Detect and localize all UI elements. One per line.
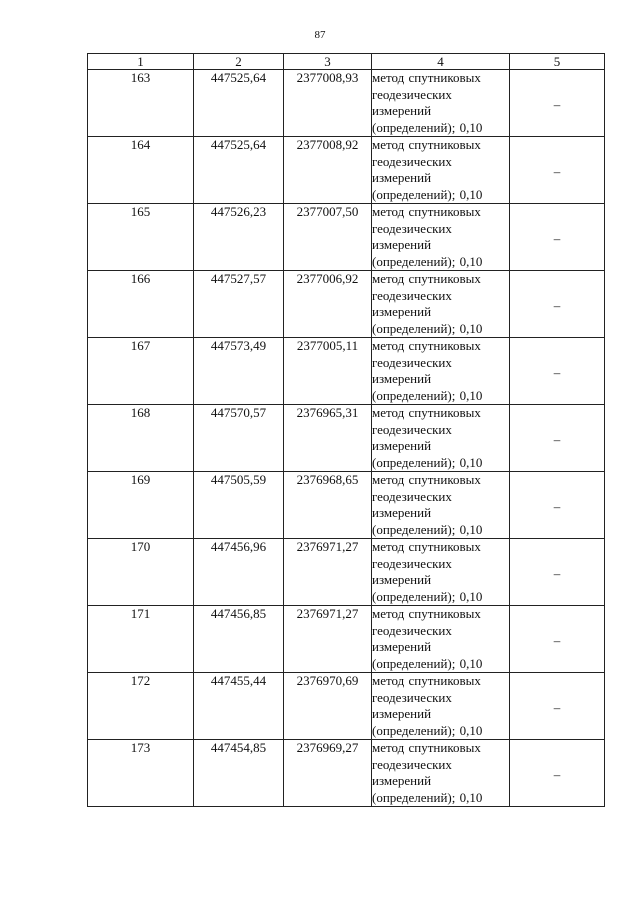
- header-col-5: 5: [510, 54, 605, 70]
- header-col-4: 4: [372, 54, 510, 70]
- note-dash: –: [553, 565, 561, 581]
- table-row: [88, 673, 605, 740]
- y-coordinate-cell: 2376968,65: [284, 472, 372, 539]
- y-coordinate-cell: 2377006,92: [284, 271, 372, 338]
- note-dash: –: [553, 297, 561, 313]
- note-cell: [510, 673, 605, 740]
- table-row: [88, 204, 605, 271]
- header-col-1: 1: [88, 54, 194, 70]
- note-dash: –: [553, 498, 561, 514]
- method-cell: метод спутниковых геодезических измерений (определений); 0,10: [372, 137, 510, 204]
- y-coordinate-cell: 2377008,92: [284, 137, 372, 204]
- point-number-cell: 163: [88, 70, 194, 137]
- note-dash: –: [553, 766, 561, 782]
- note-dash: –: [553, 699, 561, 715]
- x-coordinate-cell: 447505,59: [194, 472, 284, 539]
- y-coordinate-cell: 2376969,27: [284, 740, 372, 807]
- x-coordinate-cell: 447456,96: [194, 539, 284, 606]
- point-number-cell: 170: [88, 539, 194, 606]
- y-coordinate-cell: 2377007,50: [284, 204, 372, 271]
- note-dash: –: [553, 96, 561, 112]
- method-cell: метод спутниковых геодезических измерений (определений); 0,10: [372, 472, 510, 539]
- note-dash: –: [553, 632, 561, 648]
- y-coordinate-cell: 2377008,93: [284, 70, 372, 137]
- y-coordinate-cell: 2376971,27: [284, 606, 372, 673]
- point-number-cell: 167: [88, 338, 194, 405]
- note-cell: [510, 338, 605, 405]
- method-cell: метод спутниковых геодезических измерений (определений); 0,10: [372, 405, 510, 472]
- note-cell: [510, 539, 605, 606]
- note-cell: [510, 204, 605, 271]
- table-row: [88, 472, 605, 539]
- note-cell: [510, 472, 605, 539]
- note-dash: –: [553, 364, 561, 380]
- table-row: [88, 405, 605, 472]
- x-coordinate-cell: 447456,85: [194, 606, 284, 673]
- note-cell: [510, 740, 605, 807]
- table-body: [88, 70, 605, 807]
- x-coordinate-cell: 447525,64: [194, 70, 284, 137]
- table-header: [88, 54, 605, 70]
- method-cell: метод спутниковых геодезических измерений (определений); 0,10: [372, 539, 510, 606]
- coordinates-table: [87, 53, 605, 807]
- note-cell: [510, 70, 605, 137]
- table-row: [88, 271, 605, 338]
- note-cell: [510, 405, 605, 472]
- point-number-cell: 171: [88, 606, 194, 673]
- point-number-cell: 169: [88, 472, 194, 539]
- x-coordinate-cell: 447570,57: [194, 405, 284, 472]
- method-cell: метод спутниковых геодезических измерений (определений); 0,10: [372, 606, 510, 673]
- point-number-cell: 168: [88, 405, 194, 472]
- note-dash: –: [553, 163, 561, 179]
- method-cell: метод спутниковых геодезических измерений (определений); 0,10: [372, 673, 510, 740]
- method-cell: метод спутниковых геодезических измерений (определений); 0,10: [372, 338, 510, 405]
- x-coordinate-cell: 447454,85: [194, 740, 284, 807]
- method-cell: метод спутниковых геодезических измерений (определений); 0,10: [372, 204, 510, 271]
- table-row: [88, 740, 605, 807]
- table-row: [88, 137, 605, 204]
- y-coordinate-cell: 2377005,11: [284, 338, 372, 405]
- header-col-2: 2: [194, 54, 284, 70]
- note-cell: [510, 137, 605, 204]
- point-number-cell: 172: [88, 673, 194, 740]
- method-cell: метод спутниковых геодезических измерений (определений); 0,10: [372, 740, 510, 807]
- method-cell: метод спутниковых геодезических измерений (определений); 0,10: [372, 271, 510, 338]
- table-row: [88, 606, 605, 673]
- x-coordinate-cell: 447573,49: [194, 338, 284, 405]
- note-cell: [510, 606, 605, 673]
- table-row: [88, 539, 605, 606]
- note-dash: –: [553, 230, 561, 246]
- x-coordinate-cell: 447526,23: [194, 204, 284, 271]
- point-number-cell: 165: [88, 204, 194, 271]
- point-number-cell: 166: [88, 271, 194, 338]
- page-number: 87: [314, 29, 326, 41]
- y-coordinate-cell: 2376971,27: [284, 539, 372, 606]
- x-coordinate-cell: 447527,57: [194, 271, 284, 338]
- point-number-cell: 164: [88, 137, 194, 204]
- y-coordinate-cell: 2376970,69: [284, 673, 372, 740]
- note-dash: –: [553, 431, 561, 447]
- method-cell: метод спутниковых геодезических измерений (определений); 0,10: [372, 70, 510, 137]
- x-coordinate-cell: 447455,44: [194, 673, 284, 740]
- table-row: [88, 338, 605, 405]
- point-number-cell: 173: [88, 740, 194, 807]
- header-row: [88, 54, 605, 70]
- x-coordinate-cell: 447525,64: [194, 137, 284, 204]
- y-coordinate-cell: 2376965,31: [284, 405, 372, 472]
- note-cell: [510, 271, 605, 338]
- table-row: [88, 70, 605, 137]
- header-col-3: 3: [284, 54, 372, 70]
